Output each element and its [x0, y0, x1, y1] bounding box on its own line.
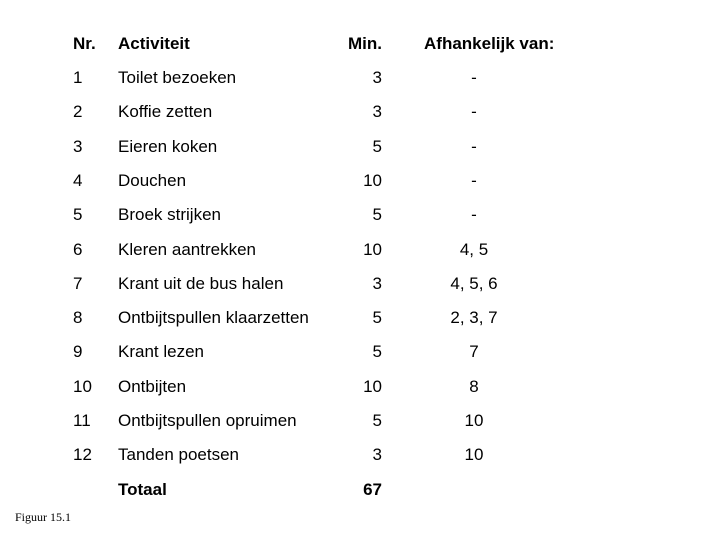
row-activity: Ontbijten: [118, 377, 187, 396]
row-nr: 12: [73, 445, 92, 464]
row-activity: Ontbijtspullen opruimen: [118, 411, 297, 430]
row-minutes: 3: [372, 102, 382, 121]
row-minutes: 3: [372, 274, 382, 293]
row-depends-on: -: [471, 68, 477, 87]
row-activity: Tanden poetsen: [118, 445, 239, 464]
row-depends-on: 8: [469, 377, 479, 396]
row-nr: 5: [73, 205, 83, 224]
row-minutes: 3: [372, 445, 382, 464]
row-activity: Kleren aantrekken: [118, 240, 256, 259]
header-minutes: Min.: [348, 34, 382, 53]
row-depends-on: 2, 3, 7: [450, 308, 498, 327]
row-activity: Koffie zetten: [118, 102, 213, 121]
total-minutes: 67: [363, 480, 382, 499]
row-nr: 3: [73, 137, 83, 156]
row-minutes: 10: [363, 377, 382, 396]
row-activity: Eieren koken: [118, 137, 218, 156]
total-label: Totaal: [118, 480, 167, 499]
row-minutes: 5: [372, 342, 382, 361]
row-minutes: 10: [363, 171, 382, 190]
row-activity: Douchen: [118, 171, 187, 190]
row-minutes: 5: [372, 137, 382, 156]
row-activity: Krant uit de bus halen: [118, 274, 284, 293]
row-depends-on: -: [471, 205, 477, 224]
row-minutes: 3: [372, 68, 382, 87]
row-activity: Ontbijtspullen klaarzetten: [118, 308, 309, 327]
row-nr: 4: [73, 171, 83, 190]
row-activity: Broek strijken: [118, 205, 221, 224]
row-activity: Toilet bezoeken: [118, 68, 237, 87]
row-minutes: 5: [372, 308, 382, 327]
row-minutes: 5: [372, 411, 382, 430]
row-nr: 9: [73, 342, 83, 361]
row-depends-on: -: [471, 171, 477, 190]
row-depends-on: 7: [469, 342, 479, 361]
row-nr: 10: [73, 377, 92, 396]
row-depends-on: -: [471, 137, 477, 156]
header-activity: Activiteit: [118, 34, 190, 53]
row-nr: 8: [73, 308, 83, 327]
row-activity: Krant lezen: [118, 342, 204, 361]
row-depends-on: 4, 5: [459, 240, 489, 259]
header-nr: Nr.: [73, 34, 96, 53]
row-depends-on: 4, 5, 6: [450, 274, 498, 293]
figure-caption: Figuur 15.1: [15, 510, 72, 524]
row-minutes: 5: [372, 205, 382, 224]
row-depends-on: -: [471, 102, 477, 121]
row-nr: 1: [73, 68, 83, 87]
row-nr: 2: [73, 102, 83, 121]
row-depends-on: 10: [464, 411, 484, 430]
row-minutes: 10: [363, 240, 382, 259]
row-depends-on: 10: [464, 445, 484, 464]
row-nr: 7: [73, 274, 83, 293]
header-depends-on: Afhankelijk van:: [424, 34, 555, 53]
row-nr: 6: [73, 240, 83, 259]
row-nr: 11: [73, 411, 91, 430]
